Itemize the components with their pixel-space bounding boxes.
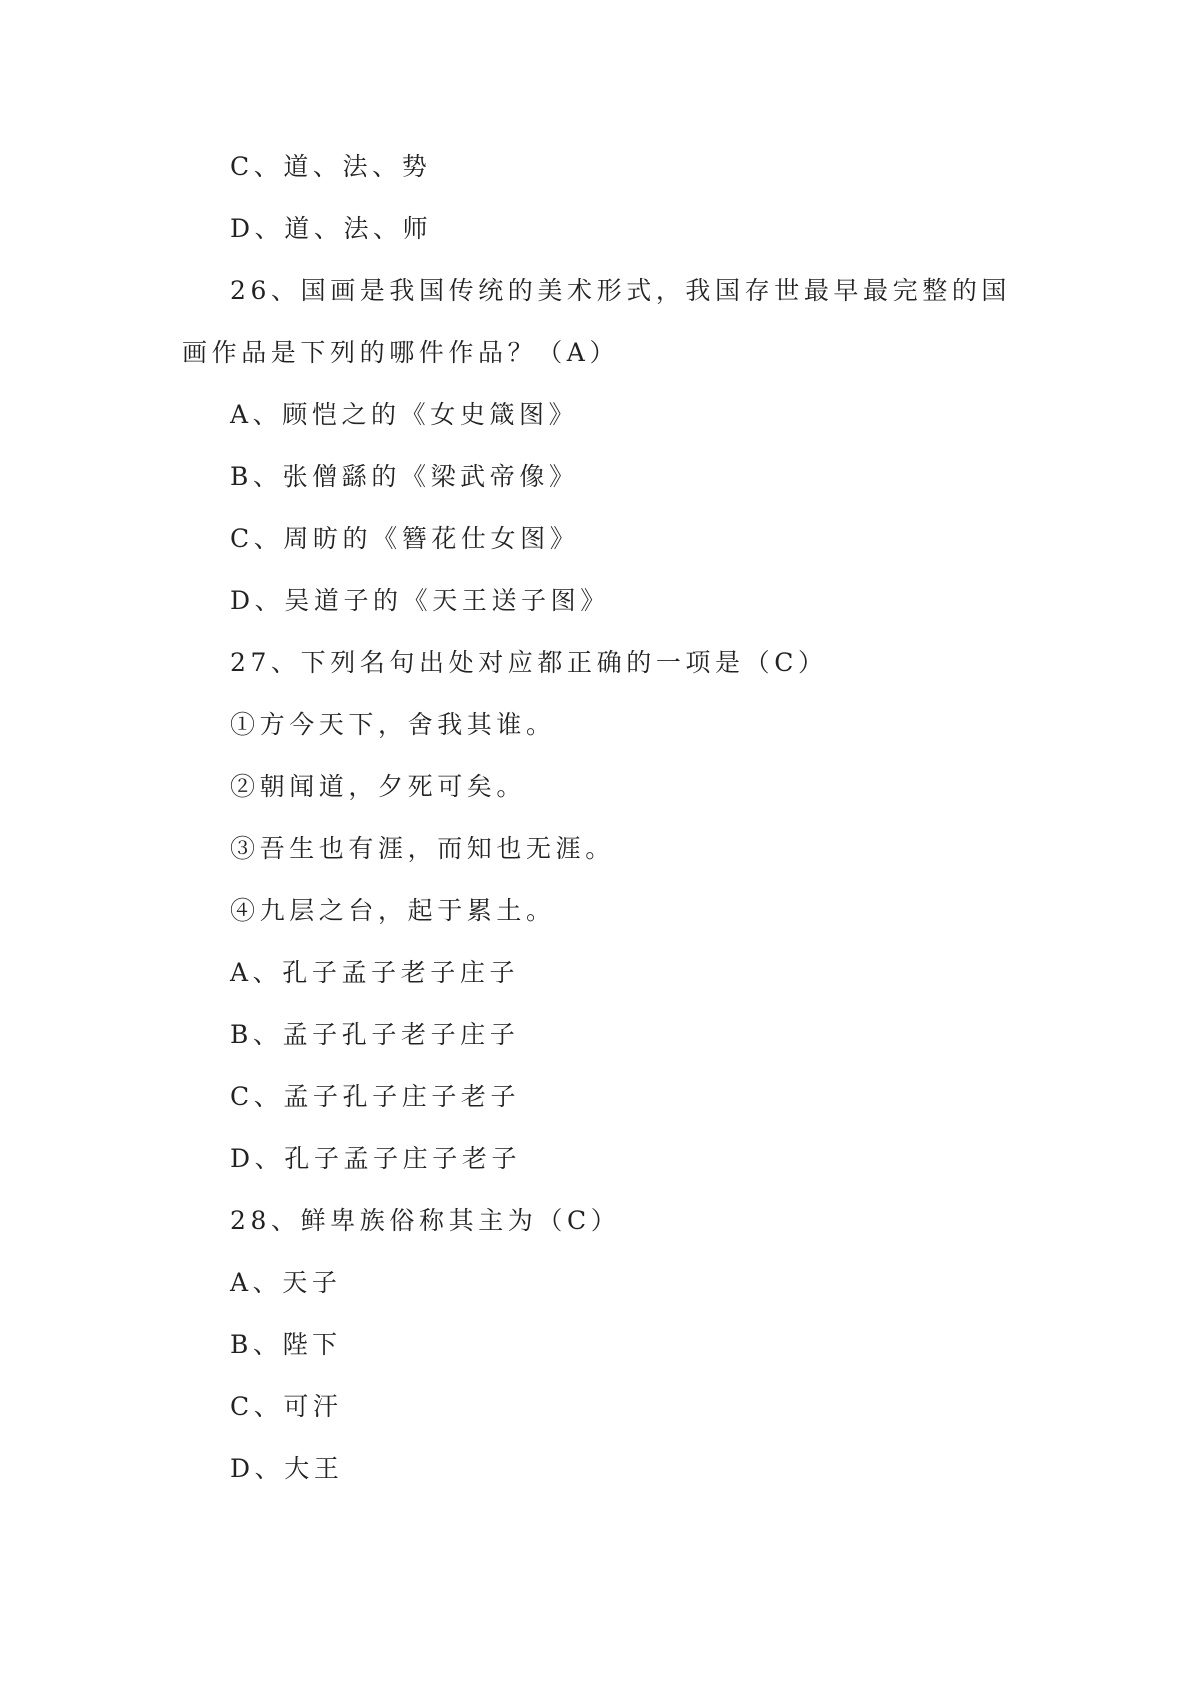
q27-quote-3: ③吾生也有涯，而知也无涯。	[230, 834, 615, 863]
q27-quote-1: ①方今天下，舍我其谁。	[230, 710, 556, 739]
q27-option-d: D、孔子孟子庄子老子	[230, 1144, 522, 1173]
q27-quote-2: ②朝闻道，夕死可矣。	[230, 772, 527, 801]
q28-option-c: C、可汗	[230, 1392, 343, 1421]
q27-quote-4: ④九层之台，起于累土。	[230, 896, 556, 925]
q26-stem-line2: 画作品是下列的哪件作品？（A）	[182, 338, 620, 367]
q26-option-b: B、张僧繇的《梁武帝像》	[230, 462, 579, 491]
q25-option-c: C、道、法、势	[230, 152, 432, 181]
q26-option-c: C、周昉的《簪花仕女图》	[230, 524, 580, 553]
q25-option-d: D、道、法、师	[230, 214, 433, 243]
q28-stem: 28、鲜卑族俗称其主为（C）	[230, 1206, 621, 1235]
q28-option-a: A、天子	[230, 1268, 342, 1297]
q26-stem-line1: 26、国画是我国传统的美术形式，我国存世最早最完整的国	[230, 276, 1012, 305]
q28-option-d: D、大王	[230, 1454, 344, 1483]
q27-option-b: B、孟子孔子老子庄子	[230, 1020, 520, 1049]
q28-option-b: B、陛下	[230, 1330, 342, 1359]
q27-stem: 27、下列名句出处对应都正确的一项是（C）	[230, 648, 828, 677]
q26-option-a: A、顾恺之的《女史箴图》	[230, 400, 579, 429]
q27-option-c: C、孟子孔子庄子老子	[230, 1082, 521, 1111]
q27-option-a: A、孔子孟子老子庄子	[230, 958, 520, 987]
q26-option-d: D、吴道子的《天王送子图》	[230, 586, 610, 615]
